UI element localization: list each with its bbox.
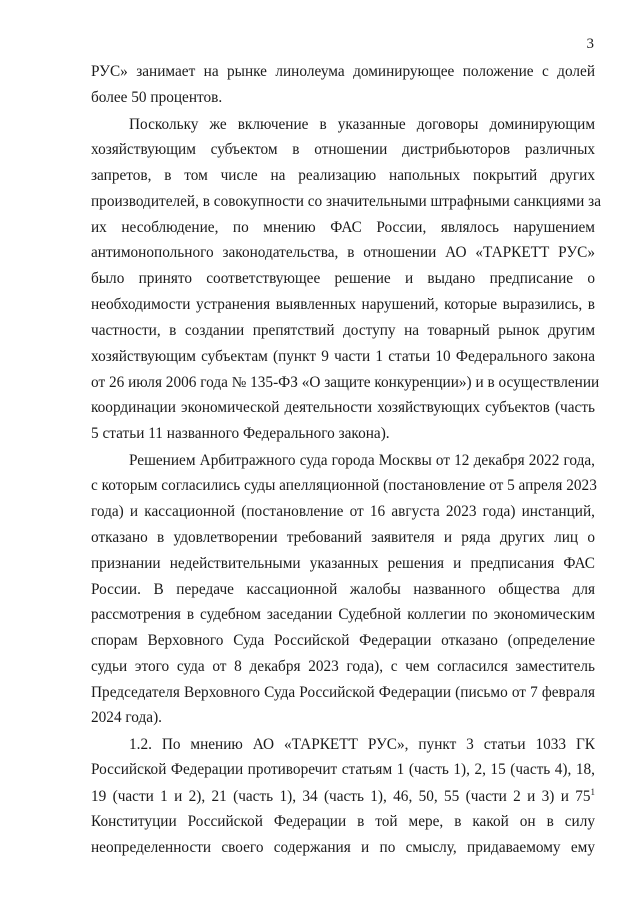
- footnote-superscript: 1: [590, 786, 595, 797]
- text-line: Председателя Верховного Суда Российской Федерации (письмо от 7 февраля: [91, 684, 595, 701]
- text-line: судьи этого суда от 8 декабря 2023 года), с чем согласился заместитель: [91, 658, 595, 675]
- text-line: спорам Верховного Суда Российской Федерации отказано (определение: [91, 632, 595, 649]
- text-line: России. В передаче кассационной жалобы названного общества для: [91, 581, 595, 598]
- text-line: хозяйствующим субъектам (пункт 9 части 1 статьи 10 Федерального закона: [91, 348, 595, 365]
- text-line: антимонопольного законодательства, в отношении АО «ТАРКЕТТ РУС»: [91, 244, 595, 261]
- page-number: 3: [586, 36, 594, 52]
- text-line: частности, в создании препятствий доступу на товарный рынок другим: [91, 322, 595, 339]
- text-line: хозяйствующим субъектом в отношении дистрибьюторов различных: [91, 141, 595, 158]
- paragraph-first-line: Решением Арбитражного суда города Москвы от 12 декабря 2022 года,: [129, 452, 595, 469]
- text-line: координации экономической деятельности хозяйствующих субъектов (часть: [91, 399, 595, 416]
- text-line: 5 статьи 11 названного Федерального закона).: [91, 425, 390, 442]
- text-line: их несоблюдение, по мнению ФАС России, являлось нарушением: [91, 219, 595, 236]
- text-line: признании недействительными указанных решения и предписания ФАС: [91, 555, 595, 572]
- text-line-with-superscript: [91, 787, 595, 807]
- text-line: года) и кассационной (постановление от 16 августа 2023 года) инстанций,: [91, 503, 595, 520]
- text-line: необходимости устранения выявленных нарушений, которые выразились, в: [91, 296, 595, 313]
- text-line: более 50 процентов.: [91, 89, 223, 106]
- text-line: с которым согласились суды апелляционной (постановление от 5 апреля 2023: [91, 477, 597, 494]
- text-line: было принято соответствующее решение и выдано предписание о: [91, 270, 595, 287]
- text-line: от 26 июля 2006 года № 135-ФЗ «О защите конкуренции») и в осуществлении: [91, 374, 600, 391]
- text-line: 2024 года).: [91, 709, 163, 726]
- text-line: неопределенности своего содержания и по смыслу, придаваемому ему: [91, 839, 595, 856]
- text-line: отказано в удовлетворении требований заявителя и ряда других лиц о: [91, 529, 595, 546]
- paragraph-first-line: 1.2. По мнению АО «ТАРКЕТТ РУС», пункт 3 статьи 1033 ГК: [129, 736, 595, 753]
- text-line: Российской Федерации противоречит статьям 1 (часть 1), 2, 15 (часть 4), 18,: [91, 761, 595, 778]
- text-line: Конституции Российской Федерации в той мере, в какой он в силу: [91, 813, 595, 830]
- text-line: запретов, в том числе на реализацию напольных покрытий других: [91, 167, 595, 184]
- text-line: производителей, в совокупности со значительными штрафными санкциями за: [91, 193, 601, 210]
- text-line: рассмотрения в судебном заседании Судебной коллегии по экономическим: [91, 606, 595, 623]
- paragraph-first-line: Поскольку же включение в указанные договоры доминирующим: [129, 116, 595, 133]
- text-line-body: 19 (части 1 и 2), 21 (часть 1), 34 (часть 1), 46, 50, 55 (части 2 и 3) и 75: [91, 788, 591, 805]
- text-line: РУС» занимает на рынке линолеума доминирующее положение с долей: [91, 63, 595, 80]
